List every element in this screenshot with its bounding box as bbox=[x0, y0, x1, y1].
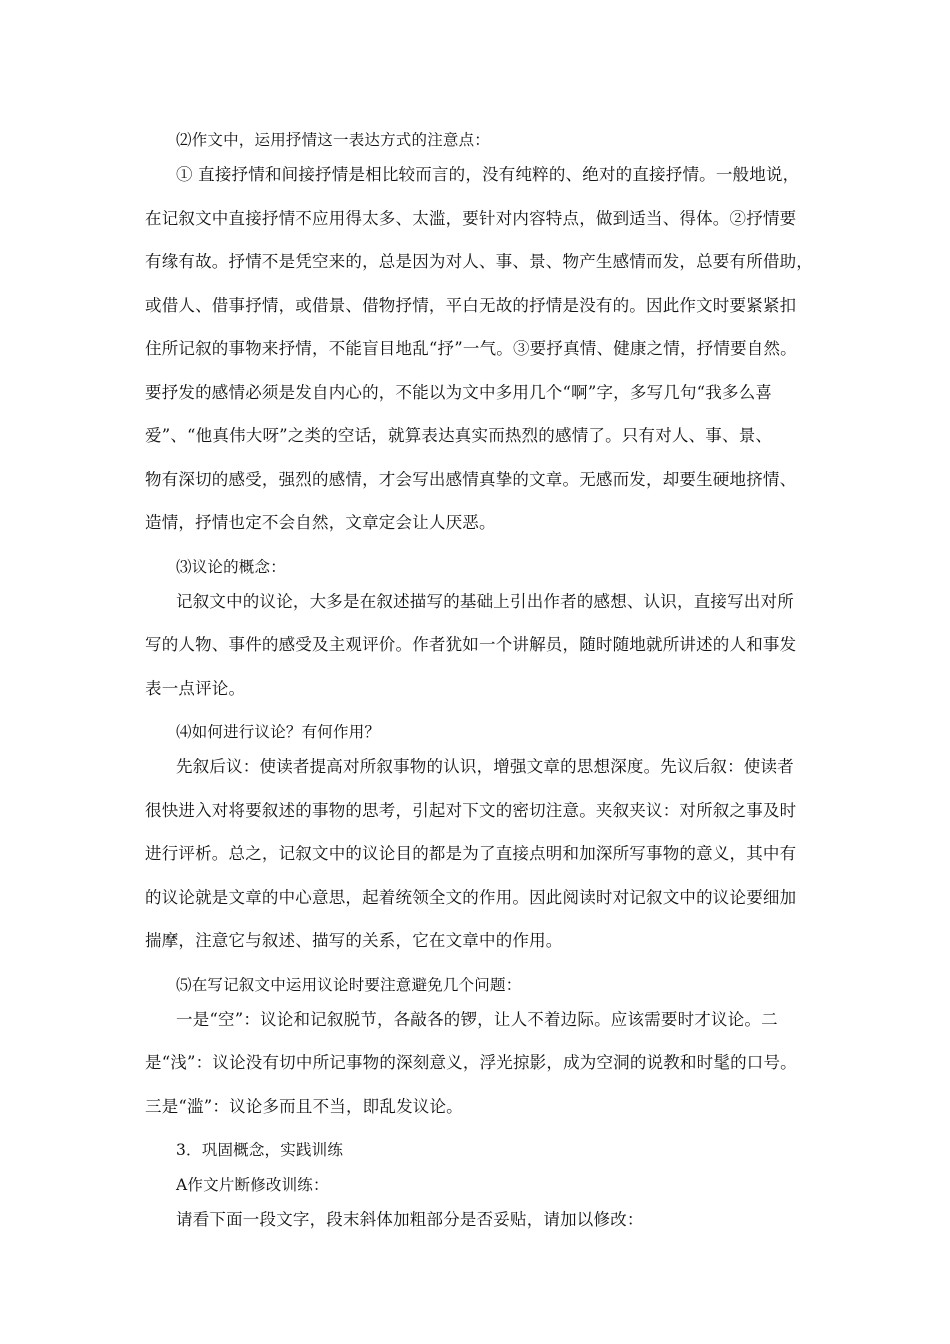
paragraph-line: 记叙文中的议论，大多是在叙述描写的基础上引出作者的感想、认识，直接写出对所 bbox=[176, 592, 794, 611]
paragraph-line: 揣摩，注意它与叙述、描写的关系，它在文章中的作用。 bbox=[145, 931, 563, 950]
paragraph-line: 住所记叙的事物来抒情，不能盲目地乱“抒”一气。③要抒真情、健康之情，抒情要自然。 bbox=[145, 339, 797, 358]
paragraph-line: ① 直接抒情和间接抒情是相比较而言的，没有纯粹的、绝对的直接抒情。一般地说， bbox=[176, 165, 800, 184]
paragraph-line: 物有深切的感受，强烈的感情，才会写出感情真挚的文章。无感而发，却要生硬地挤情、 bbox=[145, 470, 797, 489]
paragraph-line: 一是“空”：议论和记叙脱节，各敲各的锣，让人不着边际。应该需要时才议论。二 bbox=[176, 1010, 778, 1029]
paragraph-line: 的议论就是文章的中心意思，起着统领全文的作用。因此阅读时对记叙文中的议论要细加 bbox=[145, 888, 797, 907]
subsection-heading-a: A作文片断修改训练： bbox=[176, 1176, 329, 1194]
section-heading-2: ⑵作文中，运用抒情这一表达方式的注意点： bbox=[176, 131, 491, 149]
paragraph-line: 是“浅”：议论没有切中所记事物的深刻意义，浮光掠影，成为空洞的说教和时髦的口号。 bbox=[145, 1053, 797, 1072]
paragraph-line: 造情，抒情也定不会自然，文章定会让人厌恶。 bbox=[145, 513, 496, 532]
paragraph-line: 三是“滥”：议论多而且不当，即乱发议论。 bbox=[145, 1097, 463, 1116]
paragraph-line: 写的人物、事件的感受及主观评价。作者犹如一个讲解员，随时随地就所讲述的人和事发 bbox=[145, 635, 797, 654]
section-heading-practice: 3．巩固概念，实践训练 bbox=[176, 1141, 344, 1159]
section-heading-3: ⑶议论的概念： bbox=[176, 558, 286, 576]
paragraph-line: 表一点评论。 bbox=[145, 679, 246, 698]
section-heading-5: ⑸在写记叙文中运用议论时要注意避免几个问题： bbox=[176, 976, 522, 994]
paragraph-line: 进行评析。总之，记叙文中的议论目的都是为了直接点明和加深所写事物的意义，其中有 bbox=[145, 844, 797, 863]
paragraph-line: 在记叙文中直接抒情不应用得太多、太滥，要针对内容特点，做到适当、得体。②抒情要 bbox=[145, 209, 797, 228]
paragraph-line: 或借人、借事抒情，或借景、借物抒情，平白无故的抒情是没有的。因此作文时要紧紧扣 bbox=[145, 296, 797, 315]
paragraph-line: 很快进入对将要叙述的事物的思考，引起对下文的密切注意。夹叙夹议：对所叙之事及时 bbox=[145, 801, 797, 820]
section-heading-4: ⑷如何进行议论？有何作用？ bbox=[176, 723, 381, 741]
paragraph-line: 有缘有故。抒情不是凭空来的，总是因为对人、事、景、物产生感情而发，总要有所借助， bbox=[145, 252, 813, 271]
paragraph-line: 要抒发的感情必须是发自内心的，不能以为文中多用几个“啊”字，多写几句“我多么喜 bbox=[145, 383, 773, 402]
paragraph-line: 请看下面一段文字，段末斜体加粗部分是否妥贴，请加以修改： bbox=[176, 1210, 644, 1229]
paragraph-line: 先叙后议：使读者提高对所叙事物的认识，增强文章的思想深度。先议后叙：使读者 bbox=[176, 757, 794, 776]
paragraph-line: 爱”、“他真伟大呀”之类的空话，就算表达真实而热烈的感情了。只有对人、事、景、 bbox=[145, 426, 773, 445]
